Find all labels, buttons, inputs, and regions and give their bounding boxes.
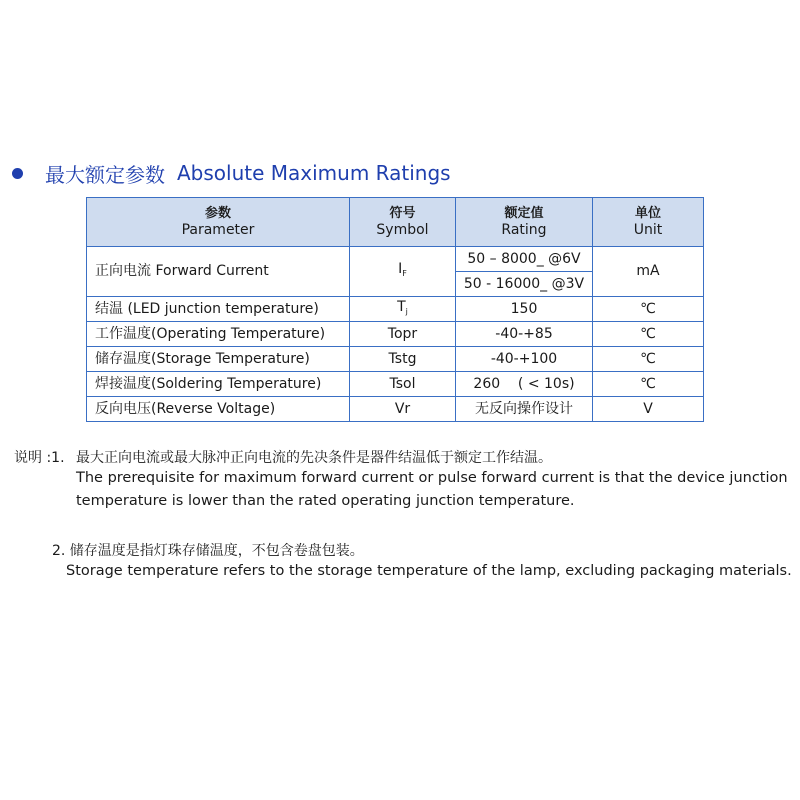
unit-cell: ℃ (593, 322, 704, 347)
param-cell: 工作温度(Operating Temperature) (87, 322, 350, 347)
header-unit: 单位 Unit (593, 198, 704, 247)
note1-en-line2: temperature is lower than the rated operating junction temperature. (76, 493, 575, 509)
unit-cell: V (593, 397, 704, 422)
bullet-icon (12, 168, 23, 179)
rating-cell: -40-+100 (456, 347, 593, 372)
notes-prefix: 说明 :1. (14, 450, 65, 466)
param-cell: 焊接温度(Soldering Temperature) (87, 372, 350, 397)
rating-forward-current-6v: 50 – 8000_ @6V (456, 247, 593, 272)
section-title-en: Absolute Maximum Ratings (177, 161, 451, 185)
ratings-table (86, 197, 704, 422)
symbol-cell: Tstg (350, 347, 456, 372)
param-cell: 储存温度(Storage Temperature) (87, 347, 350, 372)
note2-cn: 2. 储存温度是指灯珠存储温度，不包含卷盘包装。 (52, 543, 364, 559)
unit-cell: ℃ (593, 347, 704, 372)
table-row (87, 397, 704, 422)
section-heading (12, 158, 451, 188)
rating-cell: -40-+85 (456, 322, 593, 347)
symbol-junction: $T_j$ (350, 297, 456, 322)
symbol-cell: Vr (350, 397, 456, 422)
unit-cell: ℃ (593, 372, 704, 397)
table-header-row (87, 198, 704, 247)
symbol-forward-current: $I_F$ (350, 247, 456, 297)
table-row (87, 372, 704, 397)
rating-cell: 无反向操作设计 (456, 397, 593, 422)
param-cell: 反向电压(Reverse Voltage) (87, 397, 350, 422)
symbol-cell: Tsol (350, 372, 456, 397)
note2-en: Storage temperature refers to the storage temperature of the lamp, excluding packaging materials. (66, 563, 792, 579)
section-title-cn: 最大额定参数 (45, 162, 165, 187)
header-parameter: 参数 Parameter (87, 198, 350, 247)
unit-forward-current: mA (593, 247, 704, 297)
table-row (87, 322, 704, 347)
header-symbol: 符号 Symbol (350, 198, 456, 247)
table-row-forward-current (87, 247, 704, 272)
note1-cn: 最大正向电流或最大脉冲正向电流的先决条件是器件结温低于额定工作结温。 (76, 450, 552, 466)
header-rating: 额定值 Rating (456, 198, 593, 247)
param-junction: 结温 (LED junction temperature) (87, 297, 350, 322)
rating-cell: 260 ( < 10s) (456, 372, 593, 397)
unit-junction: ℃ (593, 297, 704, 322)
table-row (87, 347, 704, 372)
note1-en-line1: The prerequisite for maximum forward current or pulse forward current is that the device junction (76, 470, 788, 486)
param-forward-current: 正向电流 Forward Current (87, 247, 350, 297)
rating-junction: 150 (456, 297, 593, 322)
symbol-cell: Topr (350, 322, 456, 347)
table-row-junction (87, 297, 704, 322)
rating-forward-current-3v: 50 - 16000_ @3V (456, 272, 593, 297)
